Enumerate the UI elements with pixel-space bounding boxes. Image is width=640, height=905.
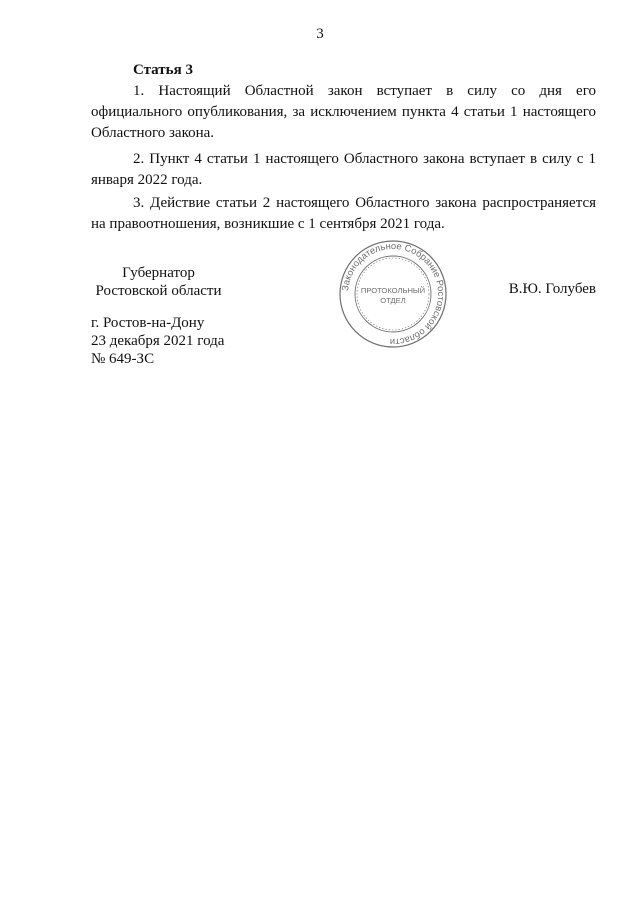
signatory-title [91, 264, 226, 300]
enactment-place: г. Ростов-на-Дону [91, 315, 205, 331]
stamp-outer-text: Законодательное Собрание Ростовской области [339, 239, 448, 349]
enactment-details [91, 314, 224, 368]
page-number: 3 [316, 26, 324, 42]
enactment-number: № 649-ЗС [91, 351, 155, 367]
article-paragraph-3: 3. Действие статьи 2 настоящего Областного закона распространяется на правоотношения, возникшие с 1 сентября 2021 года. [91, 195, 596, 232]
article-paragraph-1: 1. Настоящий Областной закон вступает в силу со дня его официального опубликования, за исключением пункта 4 статьи 1 настоящего Областного закона. [91, 83, 596, 141]
signatory-title-line2: Ростовской области [95, 283, 222, 299]
signatory-name: В.Ю. Голубев [508, 281, 596, 297]
enactment-date: 23 декабря 2021 года [91, 333, 225, 349]
official-stamp [338, 239, 448, 349]
article-heading: Статья 3 [133, 62, 193, 78]
stamp-inner-text-line1: ПРОТОКОЛЬНЫЙ [360, 286, 426, 295]
article-paragraph-2: 2. Пункт 4 статьи 1 настоящего Областного закона вступает в силу с 1 января 2022 года. [91, 151, 596, 188]
stamp-inner-text-line2: ОТДЕЛ [380, 296, 406, 305]
signatory-title-line1: Губернатор [122, 265, 195, 281]
